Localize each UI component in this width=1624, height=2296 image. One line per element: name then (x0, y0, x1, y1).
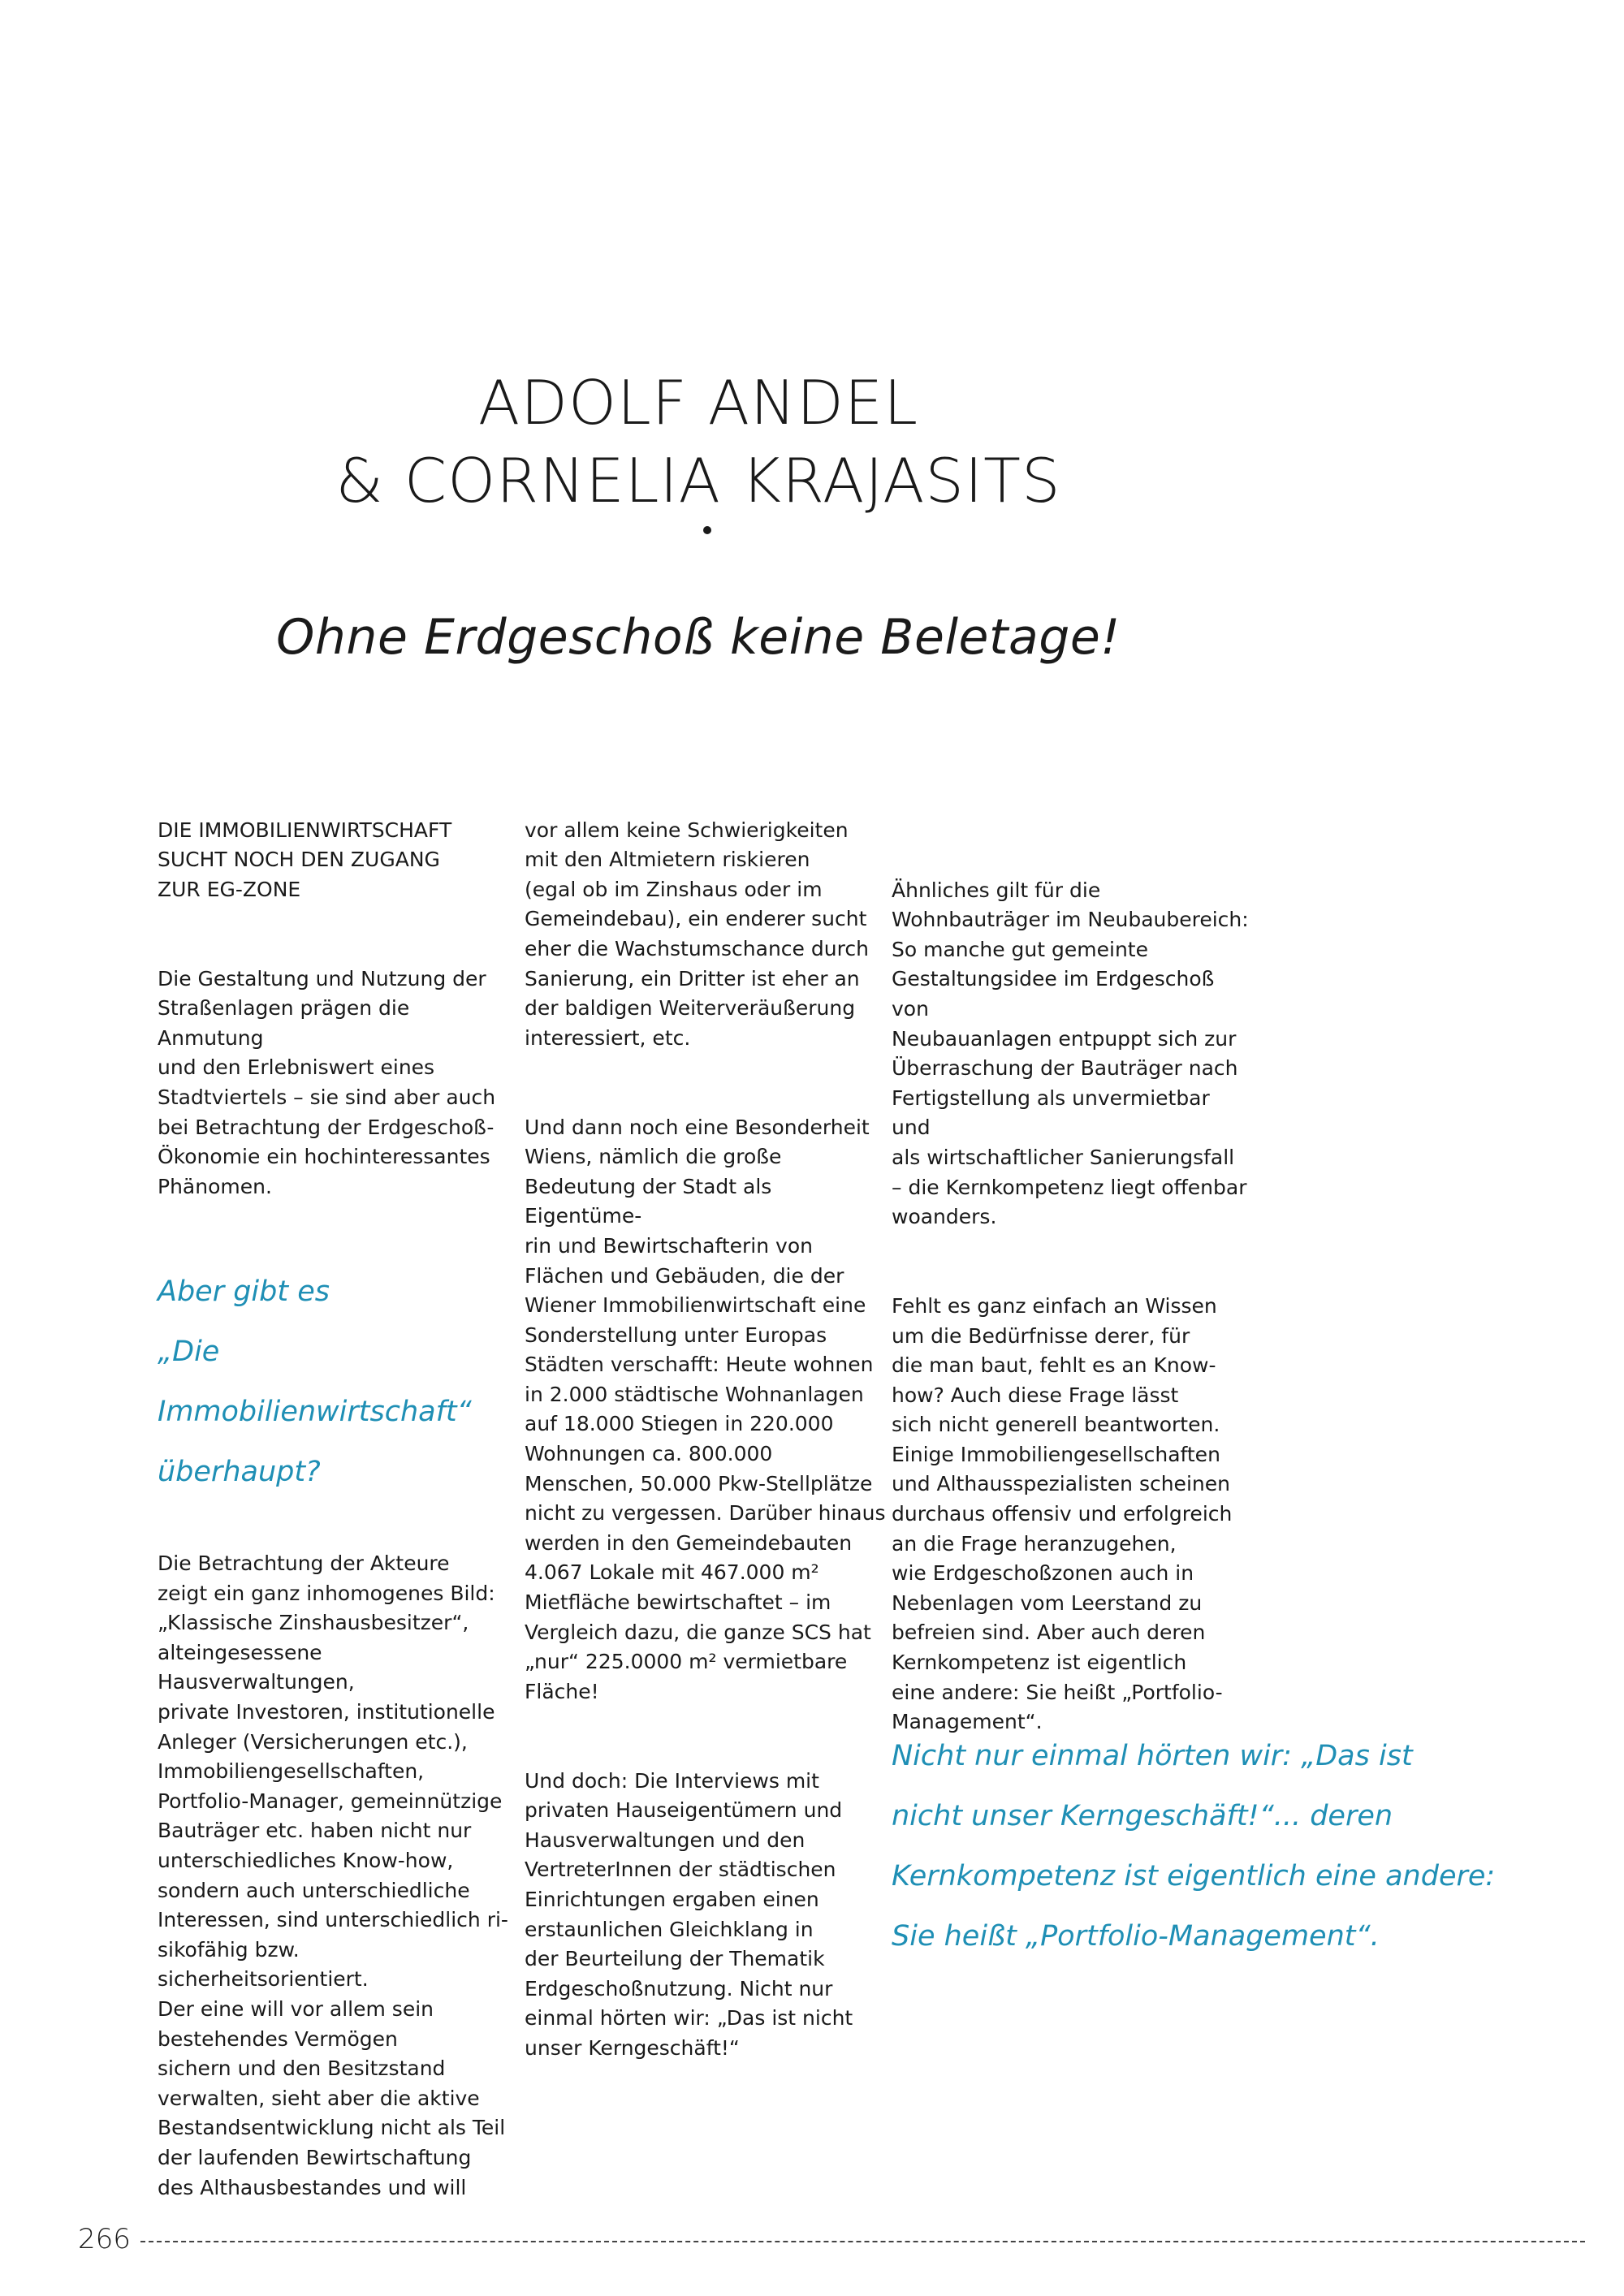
pull-quote: Aber gibt es „Die Immobilienwirtschaft“ überhaupt? (158, 1275, 472, 1488)
paragraph: Und dann noch eine Besonderheit Wiens, nämlich die große Bedeutung der Stadt als Eigentüme- rin und Bewirtschafterin von Flächen und Gebäuden, die der Wiener Immobilienwirtschaft eine Sonderstellung unter Europas Städten verschafft: Heute wohnen in 2.000 städtische Wohnanlagen auf 18.000 Stiegen in 220.000 Wohnungen ca. 800.000 Menschen, 50.000 Pkw-Stellplätze nicht zu vergessen. Darüber hinaus werden in den Gemeindebauten 4.067 Lokale mit 467.000 m² Mietfläche bewirtschaftet – im Vergleich dazu, die ganze SCS hat „nur“ 225.0000 m² vermietbare Fläche! (525, 1115, 886, 1703)
paragraph: Die Betrachtung der Akteure zeigt ein ganz inhomogenes Bild: „Klassische Zinshausbesitzer“, alteingesessene Hausverwaltungen, private Investoren, institutionelle Anleger (Versicherungen etc.), Immobiliengesellschaften, Portfolio-Manager, gemeinnützige Bauträger etc. haben nicht nur unterschiedliches Know-how, sondern auch unterschiedliche Interessen, sind unterschiedlich ri- sikofähig bzw. sicherheitsorientiert. Der eine will vor allem sein bestehendes Vermögen sichern und den Besitzstand verwalten, sieht aber die aktive Bestandsentwicklung nicht als Teil der laufenden Bewirtschaftung des Althausbestandes und will (158, 1552, 508, 2199)
paragraph: vor allem keine Schwierigkeiten mit den Altmietern riskieren (egal ob im Zinshaus oder im Gemeindebau), ein enderer sucht eher die Wachstumschance durch Sanierung, ein Dritter ist eher an der baldigen Weiterveräußerung interessiert, etc. (525, 818, 869, 1050)
paragraph: Fehlt es ganz einfach an Wissen um die Bedürfnisse derer, für die man baut, fehlt es an Know- how? Auch diese Frage lässt sich nicht generell beantworten. Einige Immobiliengesellschaften und Althausspezialisten scheinen durchaus offensiv und erfolgreich an die Frage heranzugehen, wie Erdgeschoßzonen auch in Nebenlagen vom Leerstand zu befreien sind. Aber auch deren Kernkompetenz ist eigentlich eine andere: Sie heißt „Portfolio- Management“. (892, 1293, 1233, 1734)
text-column-2 (525, 786, 886, 2123)
text-column-1 (158, 786, 515, 2262)
title-dot-ornament (703, 526, 711, 534)
page-footer (78, 2219, 1585, 2259)
article-subtitle: Ohne Erdgeschoß keine Beletage! (276, 609, 1121, 666)
title-line-1: ADOLF ANDEL (477, 367, 919, 438)
article-title (0, 364, 1397, 520)
paragraph: Und doch: Die Interviews mit privaten Hauseigentümern und Hausverwaltungen und den VertreterInnen der städtischen Einrichtungen ergaben einen erstaunlichen Gleichklang in der Beurteilung der Thematik Erdgeschoßnutzung. Nicht nur einmal hörten wir: „Das ist nicht unser Kerngeschäft!“ (525, 1768, 853, 2060)
title-line-2: & CORNELIA KRAJASITS (335, 445, 1061, 516)
text-column-3 (892, 846, 1249, 1797)
section-heading: DIE IMMOBILIENWIRTSCHAFT SUCHT NOCH DEN ZUGANG ZUR EG-ZONE (158, 818, 452, 901)
paragraph: Ähnliches gilt für die Wohnbauträger im Neubaubereich: So manche gut gemeinte Gestaltungsidee im Erdgeschoß von Neubauanlagen entpuppt sich zur Überraschung der Bauträger nach Fertigstellung als unvermietbar und als wirtschaftlicher Sanierungsfall – die Kernkompetenz liegt offenbar woanders. (892, 878, 1249, 1229)
page-number: 266 (78, 2223, 131, 2255)
paragraph: Die Gestaltung und Nutzung der Straßenlagen prägen die Anmutung und den Erlebniswert eines Stadtviertels – sie sind aber auch bei Betrachtung der Erdgeschoß- Ökonomie ein hochinteressantes Phänomen. (158, 966, 496, 1198)
dashed-rule (140, 2241, 1585, 2242)
pull-quote-large: Nicht nur einmal hörten wir: „Das ist nicht unser Kerngeschäft!“... deren Kernkompetenz ist eigentlich eine andere: Sie heißt „Portfolio-Management“. (892, 1740, 1496, 1953)
